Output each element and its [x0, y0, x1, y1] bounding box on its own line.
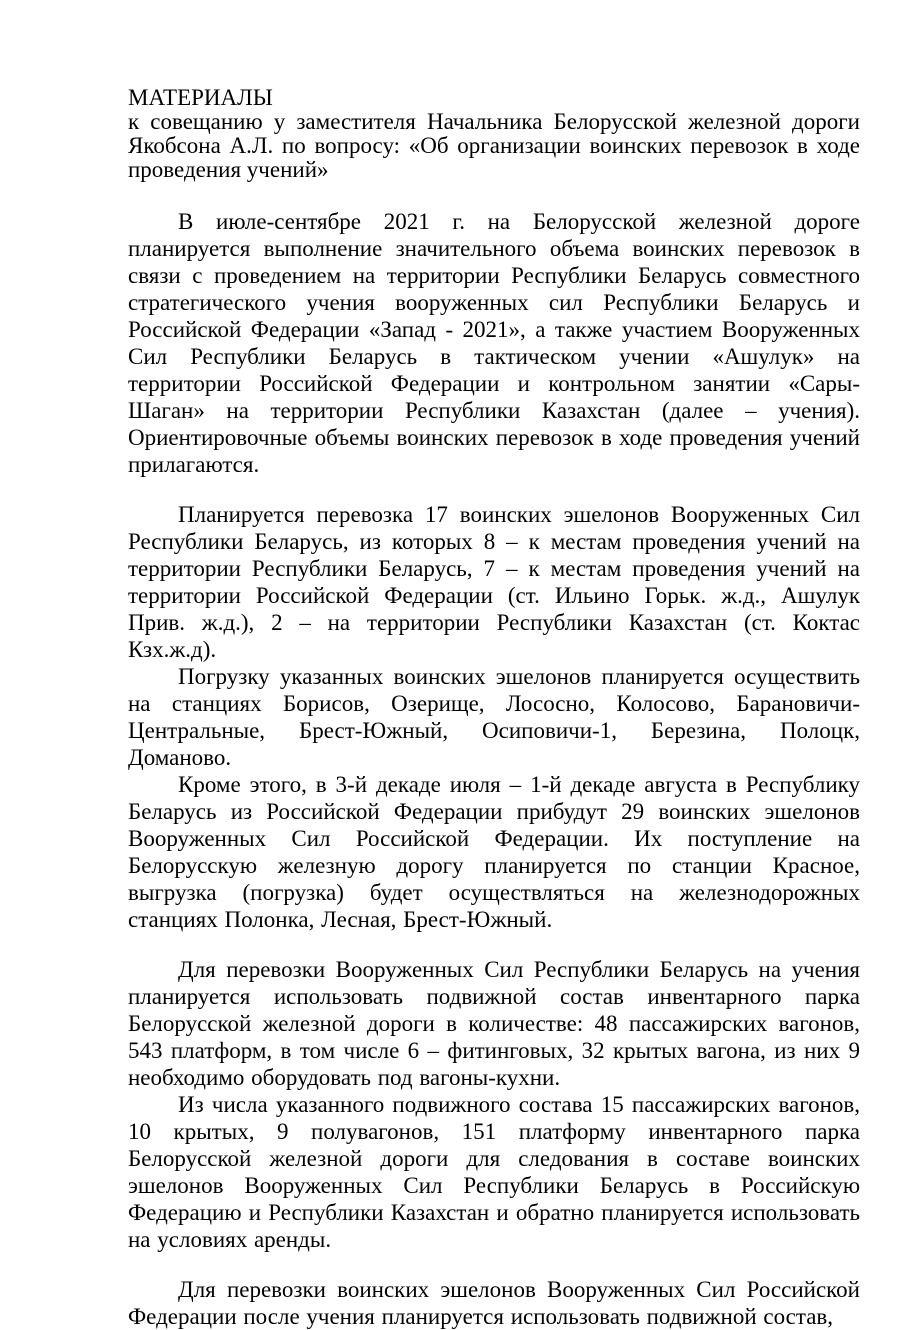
paragraph-rolling-stock-inventory: Для перевозки Вооруженных Сил Республики Беларусь на учения планируется использовать подвижной состав инвентарного парка Белорусской железной дороги в количестве: 48 пассажирских вагонов, 543 платформ, в том числе 6 – фитинговых, 32 крытых вагона, из них 9 необходимо оборудовать под вагоны-кухни. — [128, 957, 860, 1090]
paragraph-29-echelons-arrival: Кроме этого, в 3-й декаде июля – 1-й декаде августа в Республику Беларусь из Российской Федерации прибудут 29 воинских эшелонов Вооруженных Сил Российской Федерации. Их поступление на Белорусскую железную дорогу планируется по станции Красное, выгрузка (погрузка) будет осуществляться на железнодорожных станциях Полонка, Лесная, Брест-Южный. — [128, 772, 860, 932]
document-body — [128, 208, 860, 1330]
paragraph-exercises-overview: В июле-сентябре 2021 г. на Белорусской железной дороге планируется выполнение значительного объема воинских перевозок в связи с проведением на территории Республики Беларусь совместного стратегического учения вооруженных сил Республики Беларусь и Российской Федерации «Запад - 2021», а также участием Вооруженных Сил Республики Беларусь в тактическом учении «Ашулук» на территории Российской Федерации и контрольном занятии «Сары-Шаган» на территории Республики Казахстан (далее – учения). Ориентировочные объемы воинских перевозок в ходе проведения учений прилагаются. — [128, 209, 860, 477]
document-title: МАТЕРИАЛЫ — [128, 85, 273, 110]
paragraph-17-echelons-plan: Планируется перевозка 17 воинских эшелонов Вооруженных Сил Республики Беларусь, из которых 8 – к местам проведения учений на территории Республики Беларусь, 7 – к местам проведения учений на территории Российской Федерации (ст. Ильино Горьк. ж.д., Ашулук Прив. ж.д.), 2 – на территории Республики Казахстан (ст. Коктас Кзх.ж.д). — [128, 502, 860, 662]
document-subtitle: к совещанию у заместителя Начальника Белорусской железной дороги Якобсона А.Л. по вопросу: «Об организации воинских перевозок в ходе проведения учений» — [128, 109, 860, 182]
paragraph-loading-stations: Погрузку указанных воинских эшелонов планируется осуществить на станциях Борисов, Озерище, Лососно, Колосово, Барановичи-Центральные, Брест-Южный, Осиповичи-1, Березина, Полоцк, Доманово. — [128, 664, 860, 770]
paragraph-russian-echelons-after-exercise: Для перевозки воинских эшелонов Вооруженных Сил Российской Федерации после учения планируется использовать подвижной состав, — [128, 1277, 860, 1329]
document-header — [128, 86, 860, 182]
paragraph-rolling-stock-lease: Из числа указанного подвижного состава 15 пассажирских вагонов, 10 крытых, 9 полувагонов, 151 платформу инвентарного парка Белорусской железной дороги для следования в составе воинских эшелонов Вооруженных Сил Республики Беларусь в Российскую Федерацию и Республики Казахстан и обратно планируется использовать на условиях аренды. — [128, 1092, 860, 1252]
document-content — [128, 86, 860, 1330]
